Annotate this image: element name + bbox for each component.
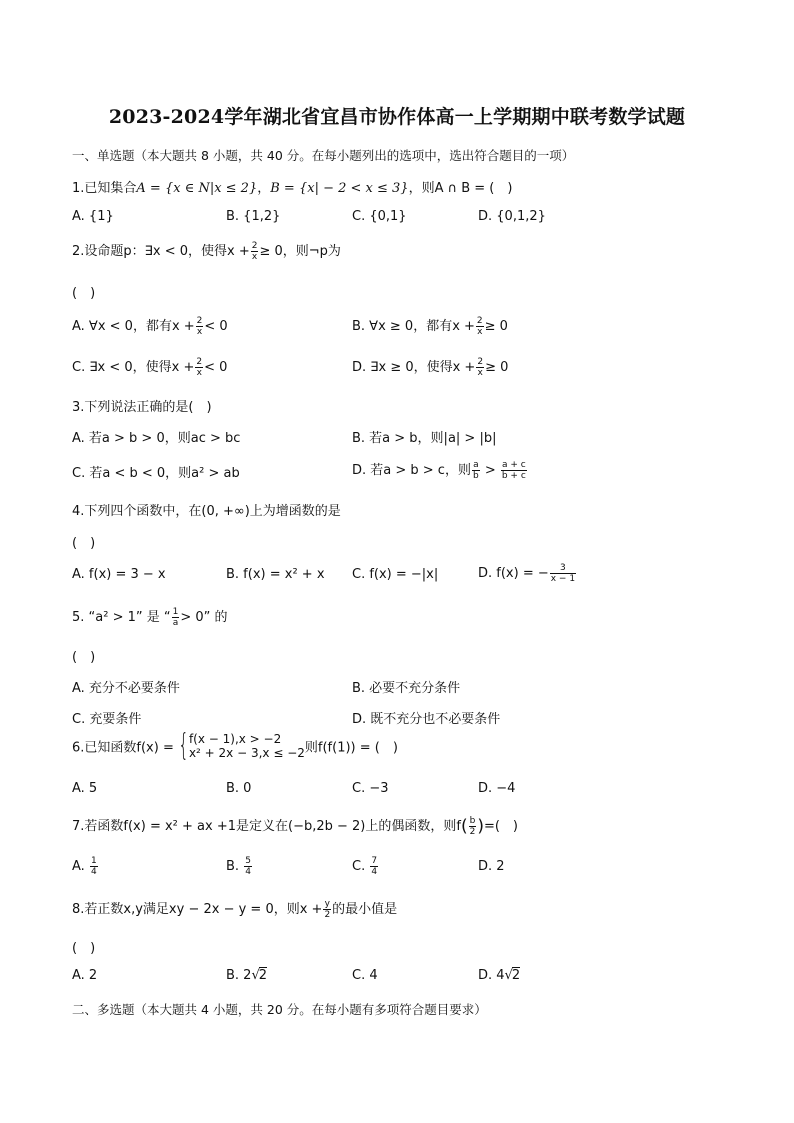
q4-d-num: 3 xyxy=(550,563,576,574)
q6-option-b[interactable]: B. 0 xyxy=(226,781,252,796)
q8-option-c[interactable]: C. 4 xyxy=(352,968,378,983)
q4-option-b[interactable]: B. f(x) = x² + x xyxy=(226,567,325,582)
question-3: 3.下列说法正确的是( ) xyxy=(72,400,212,415)
q2-a-num: 2 xyxy=(196,316,203,326)
q1-set-a: A = {x ∈ N|x ≤ 2} xyxy=(136,181,258,196)
question-8 xyxy=(72,898,397,920)
section-single-choice: 一、单选题（本大题共 8 小题，共 40 分。在每小题列出的选项中，选出符合题目的一项） xyxy=(72,148,575,163)
q2-b-frac xyxy=(476,316,484,337)
q1-option-b[interactable]: B. {1,2} xyxy=(226,209,281,224)
exam-title: 2023-2024学年湖北省宜昌市协作体高一上学期期中联考数学试题 xyxy=(108,106,686,128)
section-multi-choice: 二、多选题（本大题共 4 小题，共 20 分。在每小题有多项符合题目要求） xyxy=(72,1002,487,1017)
q3-d-right-num: a + c xyxy=(501,460,526,470)
q7-c-frac xyxy=(370,856,378,877)
q2-option-b[interactable] xyxy=(352,315,508,337)
q2-a-tail: < 0 xyxy=(204,319,228,334)
q8-b-label: B. 2 xyxy=(226,968,252,983)
q2-frac-num: 2 xyxy=(251,241,258,251)
q1-option-a[interactable]: A. {1} xyxy=(72,209,114,224)
q2-c-tail: < 0 xyxy=(204,360,228,375)
q2-d-frac xyxy=(476,357,484,378)
q2-c-frac xyxy=(195,357,203,378)
q4-d-frac xyxy=(550,563,576,584)
question-4: 4.下列四个函数中，在(0, +∞)上为增函数的是 xyxy=(72,504,341,519)
q3-d-frac-left xyxy=(472,460,480,481)
q5-option-c[interactable]: C. 充要条件 xyxy=(72,712,142,727)
q2-answer-paren: ( ) xyxy=(72,286,96,301)
q7-arg-den: 2 xyxy=(469,827,476,837)
q2-b-tail: ≥ 0 xyxy=(484,319,508,334)
q7-ask: =( ) xyxy=(483,819,519,834)
q2-b-label: B. ∀x ≥ 0，都有x + xyxy=(352,319,475,334)
q8-d-sqrt: 2 xyxy=(511,968,521,983)
q2-prefix: 2.设命题 xyxy=(72,244,124,259)
q6-cases xyxy=(189,732,305,760)
question-2 xyxy=(72,240,341,262)
q7-c-den: 4 xyxy=(371,867,378,877)
q6-prefix: 6.已知函数f(x) = xyxy=(72,740,174,756)
q7-a-frac xyxy=(90,856,98,877)
q3-option-d[interactable]: D. 若a > b > c，则 $\frac{a}{b}$ > $\frac{a + c}{b + c}$ xyxy=(352,460,526,481)
q1-prefix: 1.已知集合 xyxy=(72,181,137,196)
q3-d-frac-right xyxy=(501,460,527,481)
q8-answer-paren: ( ) xyxy=(72,941,96,956)
q6-ask: 则f(f(1)) = ( ) xyxy=(304,740,398,756)
q5-text-b: > 0” 的 xyxy=(180,610,228,625)
q6-option-a[interactable]: A. 5 xyxy=(72,781,98,796)
q2-frac-den: x xyxy=(251,252,258,262)
q7-b-frac xyxy=(244,856,252,877)
q5-answer-paren: ( ) xyxy=(72,650,96,665)
q2-c-den: x xyxy=(196,368,202,378)
q7-text: 7.若函数f(x) = x² + ax +1是定义在(−b,2b − 2)上的偶函数，则f xyxy=(72,819,461,834)
q2-d-label: D. ∃x ≥ 0，使得x + xyxy=(352,360,476,375)
q6-case-2: x² + 2x − 3,x ≤ −2 xyxy=(188,746,305,760)
question-7: 7.若函数f(x) = x² + ax +1是定义在(−b,2b − 2)上的偶函数，则f( $\frac{b}{2}$ )=( ) xyxy=(72,816,519,837)
q3-d-label: D. 若a > b > c，则 xyxy=(352,463,471,478)
q7-option-d[interactable]: D. 2 xyxy=(478,859,505,874)
q7-c-num: 7 xyxy=(371,856,378,866)
q7-option-a[interactable] xyxy=(72,856,99,877)
q5-option-d[interactable]: D. 既不充分也不必要条件 xyxy=(352,712,501,727)
question-6 xyxy=(72,728,398,763)
q6-option-d[interactable]: D. −4 xyxy=(478,781,516,796)
q8-option-b[interactable]: B. 2√2 xyxy=(226,968,268,983)
q5-option-a[interactable]: A. 充分不必要条件 xyxy=(72,681,180,696)
q7-b-num: 5 xyxy=(245,856,251,866)
q7-a-den: 4 xyxy=(90,867,97,877)
q2-tail: ≥ 0，则¬p为 xyxy=(259,244,341,259)
q2-b-den: x xyxy=(477,327,483,337)
q8-frac xyxy=(323,899,331,920)
q7-option-b[interactable] xyxy=(226,856,253,877)
q2-a-frac xyxy=(196,316,204,337)
q8-frac-num: y xyxy=(324,899,330,909)
q7-a-label: A. xyxy=(72,859,85,874)
q8-frac-den: 2 xyxy=(324,910,331,920)
q5-frac-den: a xyxy=(172,618,179,628)
question-5 xyxy=(72,606,228,628)
q7-b-den: 4 xyxy=(245,867,251,877)
q2-fraction xyxy=(251,241,259,262)
q2-c-label: C. ∃x < 0，使得x + xyxy=(72,360,195,375)
q4-d-label: D. f(x) = − xyxy=(478,566,549,581)
q6-brace: { xyxy=(178,728,189,763)
q2-option-d[interactable] xyxy=(352,356,508,378)
question-1: 1.已知集合A = {x ∈ N|x ≤ 2}，B = {x| − 2 < x ≤ 3}，则A ∩ B = ( ) xyxy=(72,181,513,196)
q6-option-c[interactable]: C. −3 xyxy=(352,781,389,796)
q2-proposition: p：∃x < 0，使得x + xyxy=(123,244,250,259)
q4-option-c[interactable]: C. f(x) = −|x| xyxy=(352,567,439,582)
q4-option-a[interactable]: A. f(x) = 3 − x xyxy=(72,567,166,582)
q7-option-c[interactable] xyxy=(352,856,379,877)
q3-option-b[interactable]: B. 若a > b，则|a| > |b| xyxy=(352,431,497,446)
q4-answer-paren: ( ) xyxy=(72,536,96,551)
q3-option-c[interactable]: C. 若a < b < 0，则a² > ab xyxy=(72,466,240,481)
q3-d-right-den: b + c xyxy=(501,471,526,481)
q3-option-a[interactable]: A. 若a > b > 0，则ac > bc xyxy=(72,431,241,446)
q2-option-c[interactable] xyxy=(72,356,227,378)
q2-d-num: 2 xyxy=(477,357,484,367)
q2-a-label: A. ∀x < 0，都有x + xyxy=(72,319,195,334)
q5-option-b[interactable]: B. 必要不充分条件 xyxy=(352,681,461,696)
q4-option-d[interactable] xyxy=(478,563,577,584)
q8-d-label: D. 4 xyxy=(478,968,505,983)
q8-text: 8.若正数x,y满足xy − 2x − y = 0，则x + xyxy=(72,902,323,917)
q7-b-label: B. xyxy=(226,859,240,874)
q8-option-d[interactable]: D. 4√2 xyxy=(478,968,521,983)
q7-a-num: 1 xyxy=(90,856,97,866)
q2-d-tail: ≥ 0 xyxy=(485,360,509,375)
q7-arg-num: b xyxy=(469,816,476,826)
q2-c-num: 2 xyxy=(196,357,203,367)
q3-d-left-num: a xyxy=(473,460,479,470)
q1-ask: ，则A ∩ B = ( ) xyxy=(408,181,513,196)
q8-b-sqrt: 2 xyxy=(258,968,268,983)
q2-b-num: 2 xyxy=(476,316,483,326)
q8-option-a[interactable]: A. 2 xyxy=(72,968,98,983)
q8-tail: 的最小值是 xyxy=(332,902,398,917)
q6-case-1: f(x − 1),x > −2 xyxy=(188,732,282,746)
q1-option-c[interactable]: C. {0,1} xyxy=(352,209,407,224)
q2-d-den: x xyxy=(477,368,483,378)
q7-arg-frac xyxy=(469,816,477,837)
q5-frac xyxy=(172,607,180,628)
q5-text-a: 5. “a² > 1” 是 “ xyxy=(72,610,171,625)
q7-c-label: C. xyxy=(352,859,366,874)
q1-option-d[interactable]: D. {0,1,2} xyxy=(478,209,546,224)
q3-d-left-den: b xyxy=(472,471,479,481)
q4-d-den: x − 1 xyxy=(550,574,576,584)
q2-option-a[interactable] xyxy=(72,315,228,337)
q2-a-den: x xyxy=(196,327,203,337)
q5-frac-num: 1 xyxy=(172,607,179,617)
q1-set-b: B = {x| − 2 < x ≤ 3} xyxy=(270,181,409,196)
